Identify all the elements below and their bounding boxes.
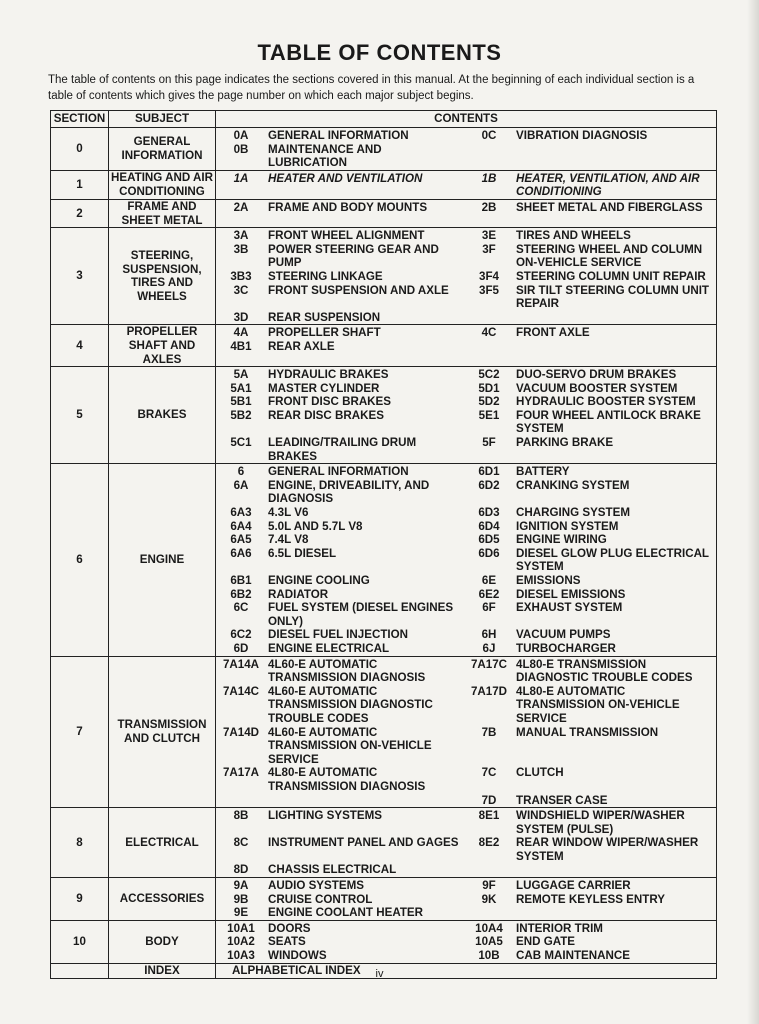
entry-name: 4L80-E TRANSMISSION DIAGNOSTIC TROUBLE CODES	[516, 657, 693, 685]
entry-code	[464, 863, 514, 877]
entry-code: 2A	[233, 200, 249, 214]
entry-code: 7D	[481, 793, 497, 807]
entry-name: LIGHTING SYSTEMS	[268, 809, 383, 823]
entry-name: 4L80-E AUTOMATIC TRANSMISSION ON-VEHICLE SERVICE	[516, 684, 680, 725]
subject-name: TRANSMISSION AND CLUTCH	[109, 656, 216, 808]
entry-code: 6D1	[478, 465, 500, 479]
subject-name: BODY	[109, 920, 216, 963]
entry-name: ENGINE COOLING	[268, 574, 370, 587]
entry-name: 6.5L DIESEL	[268, 546, 337, 560]
entry-code: 3F5	[479, 283, 499, 297]
entry-name: ENGINE WIRING	[516, 533, 607, 547]
entry-code: 0A	[233, 129, 249, 142]
contents-cell	[216, 920, 717, 963]
entry-name: CAB MAINTENANCE	[516, 949, 631, 963]
entry-code: 7A14C	[222, 684, 260, 698]
entry-code: 6D2	[478, 478, 500, 492]
entry-name: STEERING WHEEL AND COLUMN ON-VEHICLE SERVICE	[516, 242, 703, 270]
entry-name: GENERAL INFORMATION	[268, 465, 409, 479]
entry-code: 6C2	[230, 628, 252, 642]
entry-code: 3F	[482, 242, 496, 256]
entry-name: CRANKING SYSTEM	[516, 478, 630, 492]
entry-code	[464, 340, 514, 354]
entry-code: 10A4	[475, 921, 503, 935]
entry-name: EMISSIONS	[516, 574, 581, 587]
entry-code: 10A2	[227, 935, 255, 949]
entry-code: 4A	[233, 326, 249, 340]
entry-code: 9A	[233, 879, 249, 893]
entry-name: 4L60-E AUTOMATIC TRANSMISSION DIAGNOSIS	[268, 657, 426, 685]
entry-name: DIESEL GLOW PLUG ELECTRICAL SYSTEM	[516, 546, 709, 574]
section-number: 0	[51, 128, 109, 171]
entry-code	[464, 143, 514, 170]
entry-name: DIESEL EMISSIONS	[516, 587, 626, 601]
entry-name: AUDIO SYSTEMS	[268, 879, 364, 893]
entry-name: CLUTCH	[516, 766, 564, 780]
contents-cell	[216, 464, 717, 656]
entry-code: 6H	[481, 628, 497, 642]
toc-header-row	[51, 111, 717, 128]
contents-cell	[216, 656, 717, 808]
section-number: 10	[51, 920, 109, 963]
index-subject: INDEX	[109, 963, 216, 978]
contents-entries	[216, 129, 716, 170]
section-number: 6	[51, 464, 109, 656]
entry-name: MASTER CYLINDER	[268, 381, 380, 395]
entry-name: FRONT DISC BRAKES	[268, 395, 392, 409]
entry-code: 6A6	[230, 546, 252, 560]
entry-code: 7B	[481, 725, 497, 739]
entry-code: 5A	[233, 368, 249, 382]
entry-code: 0C	[481, 129, 497, 142]
entry-name: VACUUM PUMPS	[516, 628, 611, 642]
page-number: iv	[375, 968, 384, 980]
entry-code	[464, 906, 514, 920]
entry-name: REAR AXLE	[268, 339, 335, 353]
subject-name: BRAKES	[109, 367, 216, 464]
subject-name: STEERING, SUSPENSION, TIRES AND WHEELS	[109, 228, 216, 325]
entry-code: 8C	[233, 836, 249, 850]
entry-code: 6A3	[230, 506, 252, 520]
entry-name: HEATER, VENTILATION, AND AIR CONDITIONING	[516, 171, 700, 199]
contents-cell	[216, 199, 717, 227]
entry-name: STEERING LINKAGE	[268, 269, 383, 283]
entry-code: 3A	[233, 229, 249, 243]
entry-name: SHEET METAL AND FIBERGLASS	[516, 200, 703, 214]
entry-name: STEERING COLUMN UNIT REPAIR	[516, 269, 706, 283]
entry-name: 5.0L AND 5.7L V8	[268, 519, 363, 533]
entry-name: 7.4L V8	[268, 533, 309, 547]
subject-header: SUBJECT	[109, 111, 216, 128]
entry-name: MAINTENANCE AND LUBRICATION	[268, 142, 382, 170]
entry-name: PROPELLER SHAFT	[268, 326, 381, 340]
entry-code: 0B	[233, 142, 249, 156]
entry-name: TURBOCHARGER	[516, 641, 616, 655]
entry-name: REAR SUSPENSION	[268, 310, 381, 324]
section-number: 8	[51, 808, 109, 878]
entry-name	[514, 863, 716, 877]
entry-name	[514, 143, 716, 170]
entry-code: 10A3	[227, 949, 255, 963]
entry-name: HYDRAULIC BOOSTER SYSTEM	[516, 395, 696, 409]
entry-code: 7A14D	[222, 725, 260, 739]
entry-name: BATTERY	[516, 465, 570, 479]
contents-entries	[216, 658, 716, 808]
entry-name: SIR TILT STEERING COLUMN UNIT REPAIR	[516, 283, 710, 311]
entry-name: INTERIOR TRIM	[516, 921, 603, 935]
entry-code: 7A17A	[222, 766, 260, 780]
entry-name: TRANSER CASE	[516, 793, 608, 807]
entry-name: FRONT SUSPENSION AND AXLE	[268, 283, 449, 297]
contents-cell	[216, 367, 717, 464]
entry-name: ENGINE COOLANT HEATER	[268, 906, 424, 920]
entry-code: 6J	[482, 641, 496, 655]
entry-name: WINDOWS	[268, 949, 327, 963]
contents-cell	[216, 808, 717, 878]
entry-code: 6D4	[478, 519, 500, 533]
entry-name: POWER STEERING GEAR AND PUMP	[268, 242, 439, 270]
entry-name: 4.3L V6	[268, 506, 309, 520]
entry-name: REAR WINDOW WIPER/WASHER SYSTEM	[516, 836, 699, 863]
entry-code: 6F	[482, 601, 496, 615]
entry-code: 6A4	[230, 519, 252, 533]
entry-code: 8D	[233, 863, 249, 877]
entry-code: 4C	[481, 326, 497, 340]
toc-row	[51, 325, 717, 367]
contents-entries	[216, 201, 716, 215]
entry-name: EXHAUST SYSTEM	[516, 601, 623, 615]
entry-code: 5F	[482, 436, 496, 450]
entry-code: 6D	[233, 641, 249, 655]
toc-body	[51, 128, 717, 964]
entry-name	[514, 311, 716, 325]
entry-code: 10B	[478, 949, 500, 963]
entry-code: 4B1	[230, 339, 252, 353]
entry-code	[464, 311, 514, 325]
entry-name: TIRES AND WHEELS	[516, 229, 631, 243]
contents-entries	[216, 229, 716, 324]
contents-cell	[216, 228, 717, 325]
entry-code: 6D5	[478, 533, 500, 547]
toc-row	[51, 228, 717, 325]
toc-row	[51, 199, 717, 227]
entry-name: RADIATOR	[268, 587, 329, 601]
entry-name: FUEL SYSTEM (DIESEL ENGINES ONLY)	[268, 601, 454, 628]
toc-row	[51, 464, 717, 656]
entry-name: 4L80-E AUTOMATIC TRANSMISSION DIAGNOSIS	[268, 766, 426, 793]
subject-name: ELECTRICAL	[109, 808, 216, 878]
entry-name: REAR DISC BRAKES	[268, 408, 384, 422]
entry-code: 6B2	[230, 587, 252, 601]
entry-code: 5D1	[478, 381, 500, 395]
entry-name: MANUAL TRANSMISSION	[516, 725, 659, 739]
entry-code: 6A	[233, 478, 249, 492]
entry-code: 6D3	[478, 506, 500, 520]
contents-entries	[216, 368, 716, 463]
entry-name: FOUR WHEEL ANTILOCK BRAKE SYSTEM	[516, 408, 701, 436]
section-number: 2	[51, 199, 109, 227]
toc-row	[51, 170, 717, 199]
entry-name: GENERAL INFORMATION	[268, 129, 409, 142]
toc-row	[51, 656, 717, 808]
entry-code: 8E1	[478, 809, 500, 823]
entry-name: REMOTE KEYLESS ENTRY	[516, 892, 666, 906]
entry-code: 5A1	[230, 381, 252, 395]
subject-name: GENERAL INFORMATION	[109, 128, 216, 171]
section-number: 5	[51, 367, 109, 464]
entry-name: WINDSHIELD WIPER/WASHER SYSTEM (PULSE)	[516, 809, 685, 836]
entry-name: CHARGING SYSTEM	[516, 506, 631, 520]
entry-code: 9F	[482, 879, 496, 893]
entry-name: HEATER AND VENTILATION	[268, 171, 423, 185]
entry-code: 5D2	[478, 395, 500, 409]
toc-row	[51, 920, 717, 963]
toc-row	[51, 878, 717, 921]
section-number: 7	[51, 656, 109, 808]
index-contents: ALPHABETICAL INDEX	[216, 963, 717, 978]
page-edge-shadow	[747, 0, 759, 1024]
entry-code: 1B	[481, 171, 497, 185]
entry-name: CRUISE CONTROL	[268, 892, 373, 906]
entry-name: VIBRATION DIAGNOSIS	[516, 129, 648, 142]
entry-code: 6E	[481, 574, 497, 587]
subject-name: HEATING AND AIR CONDITIONING	[109, 170, 216, 199]
entry-code: 7A14A	[222, 657, 260, 671]
entry-name: SEATS	[268, 935, 306, 949]
entry-name: VACUUM BOOSTER SYSTEM	[516, 381, 678, 395]
entry-code: 7C	[481, 766, 497, 780]
entry-name: PARKING BRAKE	[516, 436, 614, 450]
entry-code: 6D6	[478, 546, 500, 560]
entry-code: 2B	[481, 200, 497, 214]
entry-code: 9B	[233, 892, 249, 906]
entry-code	[216, 794, 266, 808]
contents-cell	[216, 325, 717, 367]
entry-code: 3B3	[230, 269, 252, 283]
entry-code: 7A17C	[470, 657, 508, 671]
entry-name: LUGGAGE CARRIER	[516, 879, 631, 893]
entry-name: DUO-SERVO DRUM BRAKES	[516, 368, 677, 382]
entry-code: 1A	[233, 171, 249, 185]
entry-name: DIESEL FUEL INJECTION	[268, 628, 409, 642]
page-title: TABLE OF CONTENTS	[257, 40, 502, 65]
entry-name: FRONT WHEEL ALIGNMENT	[268, 229, 425, 243]
subject-name: ACCESSORIES	[109, 878, 216, 921]
contents-entries	[216, 172, 716, 199]
toc-row	[51, 128, 717, 171]
entry-name: 4L60-E AUTOMATIC TRANSMISSION ON-VEHICLE SERVICE	[268, 725, 432, 766]
intro-paragraph: The table of contents on this page indicates the sections covered in this manual. At the beginning of each individual section is a table of contents which gives the page number on which each major subject begins.	[48, 74, 695, 102]
entry-name: CHASSIS ELECTRICAL	[268, 863, 397, 877]
entry-code: 3D	[233, 310, 249, 324]
section-number: 1	[51, 170, 109, 199]
contents-entries	[216, 879, 716, 920]
entry-code: 8E2	[478, 836, 500, 850]
section-header: SECTION	[51, 111, 109, 128]
contents-entries	[216, 326, 716, 353]
entry-name: 4L60-E AUTOMATIC TRANSMISSION DIAGNOSTIC TROUBLE CODES	[268, 684, 433, 725]
contents-entries	[216, 465, 716, 655]
entry-name: LEADING/TRAILING DRUM BRAKES	[268, 436, 417, 463]
entry-code: 5C2	[478, 368, 500, 382]
entry-code: 6	[237, 465, 245, 479]
section-number: 9	[51, 878, 109, 921]
contents-header: CONTENTS	[216, 111, 717, 128]
contents-cell	[216, 878, 717, 921]
entry-name: HYDRAULIC BRAKES	[268, 368, 389, 382]
entry-code: 5C1	[230, 436, 252, 450]
entry-code: 10A5	[475, 935, 503, 949]
contents-entries	[216, 922, 716, 963]
entry-name: ENGINE, DRIVEABILITY, AND DIAGNOSIS	[268, 478, 430, 506]
entry-name: FRAME AND BODY MOUNTS	[268, 200, 428, 214]
entry-code: 9E	[233, 906, 249, 920]
contents-entries	[216, 809, 716, 877]
entry-code: 5B2	[230, 408, 252, 422]
toc-table	[50, 110, 717, 979]
section-number: 3	[51, 228, 109, 325]
entry-name: INSTRUMENT PANEL AND GAGES	[268, 836, 459, 850]
entry-code: 6B1	[230, 574, 252, 587]
entry-name: END GATE	[516, 935, 576, 949]
entry-code: 3F4	[479, 269, 499, 283]
subject-name: ENGINE	[109, 464, 216, 656]
entry-name	[514, 340, 716, 354]
toc-row	[51, 367, 717, 464]
entry-name	[514, 906, 716, 920]
entry-code: 3B	[233, 242, 249, 256]
entry-name: FRONT AXLE	[516, 326, 590, 340]
entry-code: 5E1	[478, 408, 500, 422]
entry-code: 3E	[481, 229, 497, 243]
entry-code: 10A1	[227, 921, 255, 935]
entry-code: 7A17D	[470, 684, 508, 698]
subject-name: PROPELLER SHAFT AND AXLES	[109, 325, 216, 367]
contents-cell	[216, 170, 717, 199]
entry-name	[266, 794, 464, 808]
entry-code: 8B	[233, 809, 249, 823]
section-number: 4	[51, 325, 109, 367]
entry-name: IGNITION SYSTEM	[516, 519, 619, 533]
entry-name: ENGINE ELECTRICAL	[268, 641, 390, 655]
entry-code: 5B1	[230, 395, 252, 409]
toc-row	[51, 808, 717, 878]
contents-cell	[216, 128, 717, 171]
entry-code: 6E2	[478, 587, 500, 601]
entry-code: 3C	[233, 283, 249, 297]
entry-name: DOORS	[268, 921, 311, 935]
entry-code: 9K	[481, 892, 497, 906]
subject-name: FRAME AND SHEET METAL	[109, 199, 216, 227]
entry-code: 6A5	[230, 533, 252, 547]
entry-code: 6C	[233, 601, 249, 615]
